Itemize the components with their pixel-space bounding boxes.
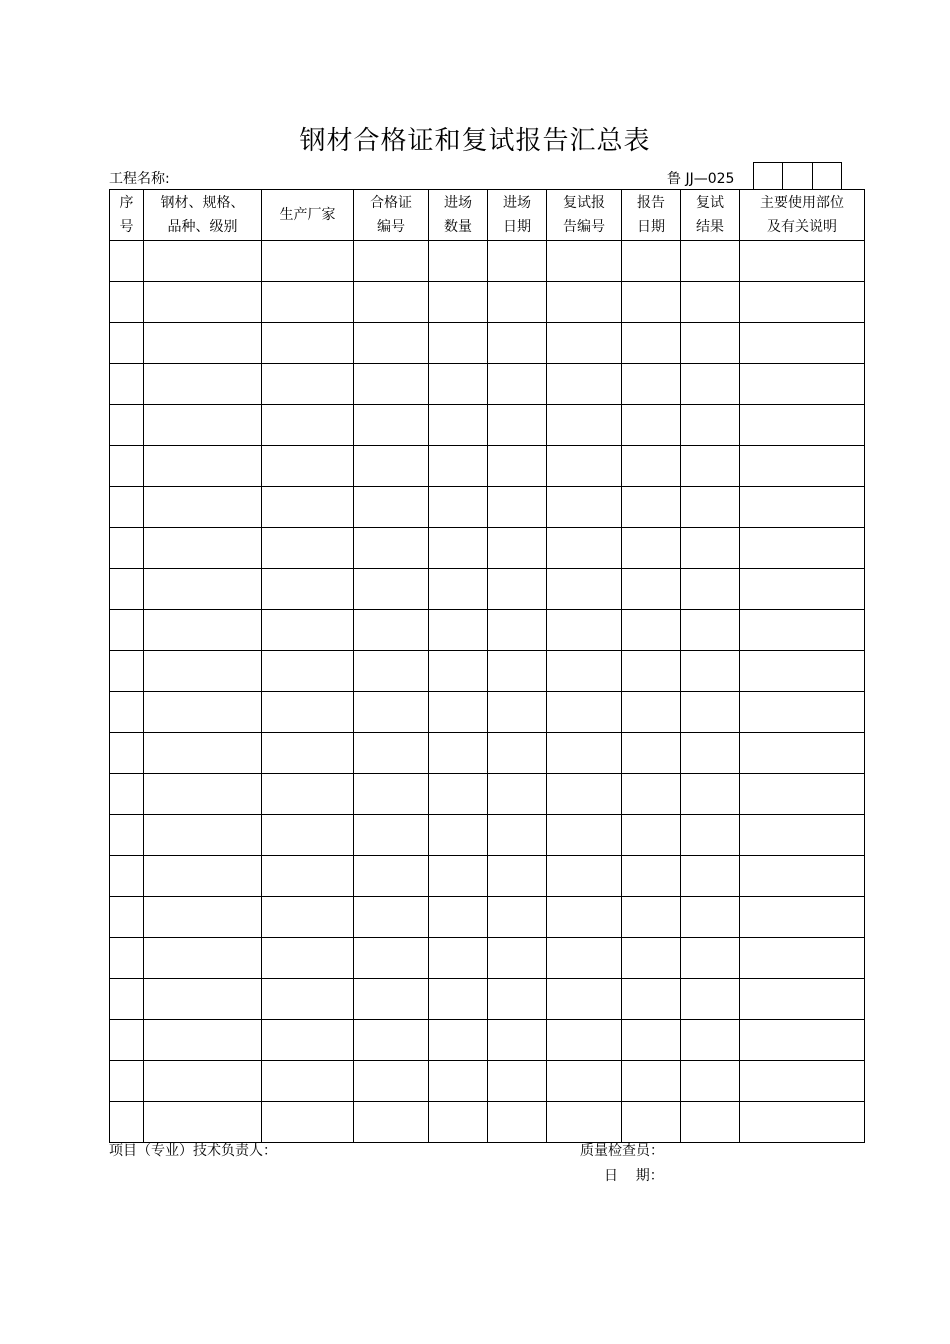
table-cell[interactable] bbox=[681, 528, 740, 569]
table-cell[interactable] bbox=[354, 487, 429, 528]
inspector-label: 质量检查员： bbox=[580, 1143, 664, 1159]
table-cell[interactable] bbox=[110, 897, 144, 938]
table-cell[interactable] bbox=[144, 569, 262, 610]
table-cell[interactable] bbox=[681, 323, 740, 364]
header-line: 生产厂家 bbox=[279, 207, 336, 223]
table-row bbox=[110, 569, 865, 610]
table-cell[interactable] bbox=[681, 651, 740, 692]
table-cell[interactable] bbox=[488, 733, 547, 774]
table-cell[interactable] bbox=[547, 1020, 622, 1061]
table-cell[interactable] bbox=[429, 733, 488, 774]
table-cell[interactable] bbox=[622, 815, 681, 856]
table-cell[interactable] bbox=[429, 651, 488, 692]
table-cell[interactable] bbox=[622, 323, 681, 364]
table-cell[interactable] bbox=[488, 938, 547, 979]
col-header-cert-no bbox=[354, 190, 429, 241]
table-cell[interactable] bbox=[740, 1061, 865, 1102]
col-header-qty bbox=[429, 190, 488, 241]
table-cell[interactable] bbox=[354, 897, 429, 938]
table-cell[interactable] bbox=[547, 1061, 622, 1102]
table-cell[interactable] bbox=[262, 856, 354, 897]
table-cell[interactable] bbox=[262, 774, 354, 815]
table-cell[interactable] bbox=[622, 610, 681, 651]
table-cell[interactable] bbox=[354, 446, 429, 487]
header-line: 品种、级别 bbox=[167, 219, 238, 235]
table-row bbox=[110, 692, 865, 733]
table-cell[interactable] bbox=[429, 815, 488, 856]
table-cell[interactable] bbox=[262, 692, 354, 733]
code-box[interactable] bbox=[783, 163, 812, 189]
col-header-report-no bbox=[547, 190, 622, 241]
col-header-usage-notes bbox=[740, 190, 865, 241]
header-line: 序 bbox=[119, 195, 134, 211]
table-cell[interactable] bbox=[429, 446, 488, 487]
table-cell[interactable] bbox=[740, 651, 865, 692]
table-cell[interactable] bbox=[429, 405, 488, 446]
table-row bbox=[110, 856, 865, 897]
table-cell[interactable] bbox=[488, 1061, 547, 1102]
table-cell[interactable] bbox=[144, 282, 262, 323]
table-cell[interactable] bbox=[144, 610, 262, 651]
table-cell[interactable] bbox=[429, 856, 488, 897]
table-cell[interactable] bbox=[740, 1020, 865, 1061]
col-header-entry-date bbox=[488, 190, 547, 241]
table-cell[interactable] bbox=[622, 1061, 681, 1102]
code-box[interactable] bbox=[754, 163, 783, 189]
table-cell[interactable] bbox=[429, 1020, 488, 1061]
table-cell[interactable] bbox=[488, 1020, 547, 1061]
table-cell[interactable] bbox=[681, 692, 740, 733]
table-cell[interactable] bbox=[429, 364, 488, 405]
table-row bbox=[110, 815, 865, 856]
table-cell[interactable] bbox=[622, 364, 681, 405]
table-cell[interactable] bbox=[144, 528, 262, 569]
table-cell[interactable] bbox=[488, 528, 547, 569]
table-cell[interactable] bbox=[144, 733, 262, 774]
table-cell[interactable] bbox=[262, 528, 354, 569]
header-line: 编号 bbox=[377, 219, 405, 235]
table-row bbox=[110, 610, 865, 651]
table-cell[interactable] bbox=[110, 692, 144, 733]
table-cell[interactable] bbox=[262, 405, 354, 446]
date-label: 日 期： bbox=[604, 1168, 664, 1184]
table-cell[interactable] bbox=[262, 979, 354, 1020]
table-row bbox=[110, 1061, 865, 1102]
table-cell[interactable] bbox=[547, 815, 622, 856]
table-cell[interactable] bbox=[144, 241, 262, 282]
table-cell[interactable] bbox=[262, 569, 354, 610]
table-row bbox=[110, 487, 865, 528]
table-cell[interactable] bbox=[144, 1020, 262, 1061]
table-cell[interactable] bbox=[740, 774, 865, 815]
table-row bbox=[110, 282, 865, 323]
tech-lead-label: 项目（专业）技术负责人： bbox=[109, 1143, 277, 1159]
table-cell[interactable] bbox=[110, 774, 144, 815]
table-cell[interactable] bbox=[740, 282, 865, 323]
table-cell[interactable] bbox=[681, 897, 740, 938]
table-cell[interactable] bbox=[144, 651, 262, 692]
table-cell[interactable] bbox=[681, 241, 740, 282]
header-line: 合格证 bbox=[370, 195, 412, 211]
header-line: 主要使用部位 bbox=[760, 195, 844, 211]
table-cell[interactable] bbox=[547, 241, 622, 282]
table-cell[interactable] bbox=[488, 1102, 547, 1143]
table-cell[interactable] bbox=[488, 610, 547, 651]
table-cell[interactable] bbox=[144, 1102, 262, 1143]
header-line: 钢材、规格、 bbox=[160, 195, 245, 211]
table-cell[interactable] bbox=[144, 323, 262, 364]
col-header-serial bbox=[110, 190, 144, 241]
table-cell[interactable] bbox=[144, 487, 262, 528]
table-cell[interactable] bbox=[681, 938, 740, 979]
table-cell[interactable] bbox=[262, 487, 354, 528]
header-line: 日期 bbox=[503, 219, 531, 235]
table-cell[interactable] bbox=[110, 323, 144, 364]
table-cell[interactable] bbox=[622, 241, 681, 282]
table-row bbox=[110, 446, 865, 487]
table-cell[interactable] bbox=[354, 733, 429, 774]
table-cell[interactable] bbox=[488, 569, 547, 610]
header-line: 告编号 bbox=[563, 219, 605, 235]
header-line: 数量 bbox=[444, 219, 472, 235]
table-cell[interactable] bbox=[488, 405, 547, 446]
table-cell[interactable] bbox=[547, 446, 622, 487]
table-cell[interactable] bbox=[262, 897, 354, 938]
table-cell[interactable] bbox=[429, 241, 488, 282]
table-cell[interactable] bbox=[429, 323, 488, 364]
table-cell[interactable] bbox=[354, 1102, 429, 1143]
table-cell[interactable] bbox=[262, 323, 354, 364]
table-cell[interactable] bbox=[681, 856, 740, 897]
table-cell[interactable] bbox=[681, 979, 740, 1020]
table-cell[interactable] bbox=[144, 774, 262, 815]
table-row bbox=[110, 979, 865, 1020]
table-cell[interactable] bbox=[622, 528, 681, 569]
header-line: 日期 bbox=[637, 219, 665, 235]
table-cell[interactable] bbox=[622, 446, 681, 487]
table-cell[interactable] bbox=[547, 405, 622, 446]
table-cell[interactable] bbox=[429, 774, 488, 815]
table-cell[interactable] bbox=[681, 1102, 740, 1143]
table-cell[interactable] bbox=[740, 569, 865, 610]
table-cell[interactable] bbox=[429, 487, 488, 528]
table-cell[interactable] bbox=[488, 364, 547, 405]
table-cell[interactable] bbox=[547, 323, 622, 364]
table-cell[interactable] bbox=[547, 897, 622, 938]
table-cell[interactable] bbox=[429, 979, 488, 1020]
table-row bbox=[110, 774, 865, 815]
table-cell[interactable] bbox=[488, 897, 547, 938]
table-cell[interactable] bbox=[740, 405, 865, 446]
table-cell[interactable] bbox=[354, 979, 429, 1020]
col-header-manufacturer bbox=[262, 190, 354, 241]
table-cell[interactable] bbox=[488, 446, 547, 487]
header-line: 及有关说明 bbox=[767, 219, 837, 235]
table-cell[interactable] bbox=[547, 610, 622, 651]
table-cell[interactable] bbox=[681, 1020, 740, 1061]
header-row bbox=[110, 190, 865, 241]
table-cell[interactable] bbox=[429, 569, 488, 610]
table-cell[interactable] bbox=[262, 610, 354, 651]
form-title: 钢材合格证和复试报告汇总表 bbox=[299, 126, 651, 156]
table-cell[interactable] bbox=[354, 610, 429, 651]
table-cell[interactable] bbox=[354, 528, 429, 569]
table-cell[interactable] bbox=[740, 938, 865, 979]
summary-table bbox=[109, 189, 865, 1143]
table-cell[interactable] bbox=[144, 1061, 262, 1102]
table-cell[interactable] bbox=[740, 856, 865, 897]
form-code: 鲁 JJ—025 bbox=[667, 171, 735, 187]
table-cell[interactable] bbox=[547, 1102, 622, 1143]
table-cell[interactable] bbox=[144, 692, 262, 733]
table-cell[interactable] bbox=[429, 282, 488, 323]
table-cell[interactable] bbox=[429, 938, 488, 979]
table-cell[interactable] bbox=[110, 938, 144, 979]
table-cell[interactable] bbox=[547, 692, 622, 733]
table-cell[interactable] bbox=[354, 1061, 429, 1102]
header-line: 复试报 bbox=[563, 195, 605, 211]
table-cell[interactable] bbox=[262, 282, 354, 323]
table-cell[interactable] bbox=[262, 446, 354, 487]
table-cell[interactable] bbox=[354, 405, 429, 446]
table-cell[interactable] bbox=[622, 569, 681, 610]
table-cell[interactable] bbox=[262, 364, 354, 405]
table-cell[interactable] bbox=[681, 364, 740, 405]
table-cell[interactable] bbox=[110, 446, 144, 487]
table-cell[interactable] bbox=[622, 856, 681, 897]
table-cell[interactable] bbox=[110, 856, 144, 897]
table-cell[interactable] bbox=[429, 1102, 488, 1143]
table-cell[interactable] bbox=[110, 487, 144, 528]
table-cell[interactable] bbox=[681, 1061, 740, 1102]
table-cell[interactable] bbox=[110, 610, 144, 651]
table-cell[interactable] bbox=[740, 1102, 865, 1143]
table-cell[interactable] bbox=[740, 528, 865, 569]
table-cell[interactable] bbox=[354, 856, 429, 897]
table-cell[interactable] bbox=[622, 774, 681, 815]
table-cell[interactable] bbox=[740, 610, 865, 651]
table-row bbox=[110, 651, 865, 692]
table-cell[interactable] bbox=[547, 282, 622, 323]
table-cell[interactable] bbox=[144, 979, 262, 1020]
table-cell[interactable] bbox=[740, 241, 865, 282]
table-cell[interactable] bbox=[488, 487, 547, 528]
col-header-steel-spec bbox=[144, 190, 262, 241]
table-cell[interactable] bbox=[622, 1102, 681, 1143]
table-cell[interactable] bbox=[622, 692, 681, 733]
table-cell[interactable] bbox=[429, 610, 488, 651]
table-cell[interactable] bbox=[262, 651, 354, 692]
col-header-report-date bbox=[622, 190, 681, 241]
table-cell[interactable] bbox=[681, 815, 740, 856]
table-cell[interactable] bbox=[144, 405, 262, 446]
table-cell[interactable] bbox=[740, 692, 865, 733]
table-cell[interactable] bbox=[488, 774, 547, 815]
table-cell[interactable] bbox=[622, 651, 681, 692]
table-cell[interactable] bbox=[354, 241, 429, 282]
code-boxes bbox=[753, 162, 842, 189]
table-cell[interactable] bbox=[681, 282, 740, 323]
header-line: 复试 bbox=[696, 195, 724, 211]
table-cell[interactable] bbox=[681, 774, 740, 815]
table-cell[interactable] bbox=[262, 1020, 354, 1061]
table-cell[interactable] bbox=[110, 1061, 144, 1102]
table-cell[interactable] bbox=[110, 364, 144, 405]
table-row bbox=[110, 405, 865, 446]
table-cell[interactable] bbox=[110, 282, 144, 323]
table-row bbox=[110, 364, 865, 405]
header-line: 号 bbox=[119, 219, 134, 235]
table-cell[interactable] bbox=[144, 446, 262, 487]
header-line: 进场 bbox=[503, 195, 531, 211]
table-cell[interactable] bbox=[740, 364, 865, 405]
table-cell[interactable] bbox=[740, 733, 865, 774]
table-cell[interactable] bbox=[740, 446, 865, 487]
table-cell[interactable] bbox=[429, 528, 488, 569]
table-cell[interactable] bbox=[110, 241, 144, 282]
table-cell[interactable] bbox=[262, 733, 354, 774]
table-row bbox=[110, 241, 865, 282]
table-cell[interactable] bbox=[354, 651, 429, 692]
table-cell[interactable] bbox=[547, 979, 622, 1020]
table-cell[interactable] bbox=[488, 692, 547, 733]
table-cell[interactable] bbox=[354, 692, 429, 733]
table-row bbox=[110, 938, 865, 979]
table-body bbox=[110, 241, 865, 1143]
table-cell[interactable] bbox=[622, 938, 681, 979]
table-cell[interactable] bbox=[622, 979, 681, 1020]
table-cell[interactable] bbox=[547, 856, 622, 897]
table-cell[interactable] bbox=[144, 364, 262, 405]
table-cell[interactable] bbox=[354, 938, 429, 979]
table-cell[interactable] bbox=[144, 815, 262, 856]
table-cell[interactable] bbox=[110, 1020, 144, 1061]
table-cell[interactable] bbox=[547, 487, 622, 528]
table-cell[interactable] bbox=[681, 487, 740, 528]
table-cell[interactable] bbox=[354, 569, 429, 610]
header-line: 结果 bbox=[696, 219, 724, 235]
table-row bbox=[110, 897, 865, 938]
table-cell[interactable] bbox=[354, 774, 429, 815]
table-cell[interactable] bbox=[547, 774, 622, 815]
table-cell[interactable] bbox=[144, 856, 262, 897]
table-cell[interactable] bbox=[262, 1102, 354, 1143]
table-cell[interactable] bbox=[354, 364, 429, 405]
table-cell[interactable] bbox=[622, 1020, 681, 1061]
table-cell[interactable] bbox=[488, 651, 547, 692]
table-cell[interactable] bbox=[622, 733, 681, 774]
table-cell[interactable] bbox=[429, 692, 488, 733]
table-cell[interactable] bbox=[740, 897, 865, 938]
table-cell[interactable] bbox=[144, 897, 262, 938]
table-cell[interactable] bbox=[354, 815, 429, 856]
table-cell[interactable] bbox=[488, 282, 547, 323]
table-cell[interactable] bbox=[110, 979, 144, 1020]
table-cell[interactable] bbox=[547, 733, 622, 774]
table-cell[interactable] bbox=[110, 405, 144, 446]
table-cell[interactable] bbox=[622, 487, 681, 528]
table-cell[interactable] bbox=[429, 897, 488, 938]
table-cell[interactable] bbox=[354, 282, 429, 323]
project-name-label: 工程名称: bbox=[109, 171, 170, 187]
table-cell[interactable] bbox=[429, 1061, 488, 1102]
table-cell[interactable] bbox=[547, 528, 622, 569]
table-cell[interactable] bbox=[740, 979, 865, 1020]
header-line: 进场 bbox=[444, 195, 472, 211]
table-cell[interactable] bbox=[622, 897, 681, 938]
table-cell[interactable] bbox=[547, 651, 622, 692]
col-header-retest-result bbox=[681, 190, 740, 241]
table-cell[interactable] bbox=[262, 938, 354, 979]
table-cell[interactable] bbox=[547, 364, 622, 405]
table-cell[interactable] bbox=[262, 815, 354, 856]
table-cell[interactable] bbox=[547, 938, 622, 979]
table-cell[interactable] bbox=[488, 856, 547, 897]
table-cell[interactable] bbox=[110, 569, 144, 610]
table-cell[interactable] bbox=[110, 733, 144, 774]
table-cell[interactable] bbox=[488, 241, 547, 282]
table-cell[interactable] bbox=[740, 815, 865, 856]
table-row bbox=[110, 1020, 865, 1061]
table-cell[interactable] bbox=[681, 610, 740, 651]
table-row bbox=[110, 1102, 865, 1143]
table-cell[interactable] bbox=[110, 651, 144, 692]
table-cell[interactable] bbox=[262, 241, 354, 282]
table-cell[interactable] bbox=[262, 1061, 354, 1102]
table-cell[interactable] bbox=[622, 282, 681, 323]
table-cell[interactable] bbox=[488, 323, 547, 364]
table-cell[interactable] bbox=[681, 569, 740, 610]
table-cell[interactable] bbox=[488, 815, 547, 856]
table-cell[interactable] bbox=[547, 569, 622, 610]
table-cell[interactable] bbox=[622, 405, 681, 446]
table-row bbox=[110, 733, 865, 774]
header-line: 报告 bbox=[637, 195, 665, 211]
table-cell[interactable] bbox=[740, 323, 865, 364]
table-cell[interactable] bbox=[354, 1020, 429, 1061]
table-cell[interactable] bbox=[110, 1102, 144, 1143]
table-cell[interactable] bbox=[110, 815, 144, 856]
code-box[interactable] bbox=[813, 163, 841, 189]
table-cell[interactable] bbox=[144, 938, 262, 979]
table-cell[interactable] bbox=[681, 446, 740, 487]
table-cell[interactable] bbox=[681, 405, 740, 446]
table-cell[interactable] bbox=[354, 323, 429, 364]
table-cell[interactable] bbox=[681, 733, 740, 774]
table-cell[interactable] bbox=[740, 487, 865, 528]
table-row bbox=[110, 323, 865, 364]
table-cell[interactable] bbox=[110, 528, 144, 569]
table-cell[interactable] bbox=[488, 979, 547, 1020]
table-row bbox=[110, 528, 865, 569]
